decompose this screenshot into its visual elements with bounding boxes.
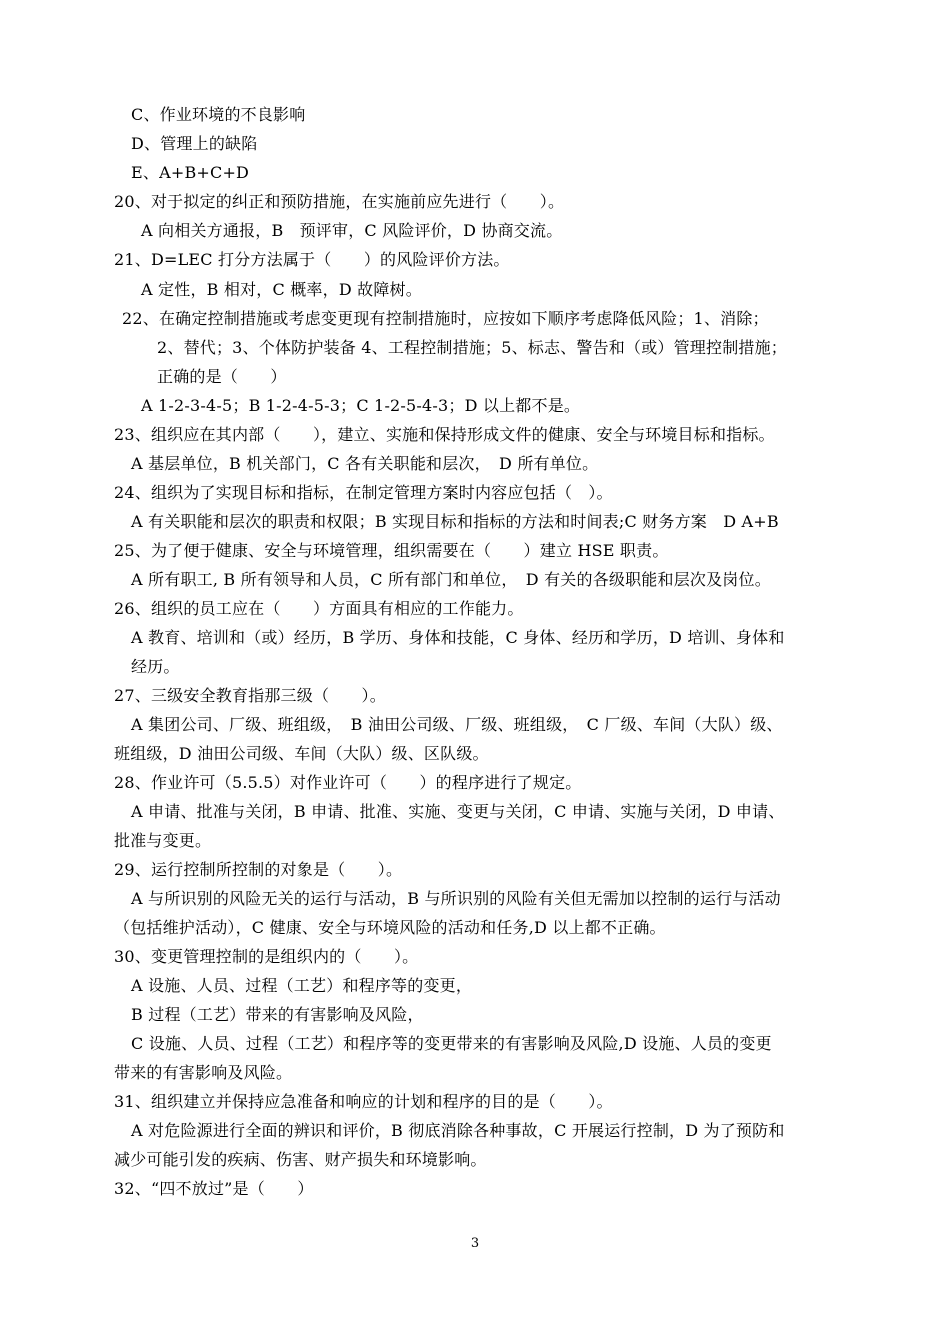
option-line: E、A+B+C+D	[131, 163, 250, 182]
question-25: 25、为了便于健康、安全与环境管理，组织需要在（ ）建立 HSE 职责。	[114, 541, 669, 560]
question-27: 27、三级安全教育指那三级（ ）。	[114, 686, 386, 705]
question-26: 26、组织的员工应在（ ）方面具有相应的工作能力。	[114, 599, 524, 618]
question-29-options: A 与所识别的风险无关的运行与活动，B 与所识别的风险有关但无需加以控制的运行与活动	[131, 889, 781, 908]
question-23: 23、组织应在其内部（ ），建立、实施和保持形成文件的健康、安全与环境目标和指标。	[114, 425, 775, 444]
question-30: 30、变更管理控制的是组织内的（ ）。	[114, 947, 419, 966]
question-29: 29、运行控制所控制的对象是（ ）。	[114, 860, 403, 879]
question-28-options-cont: 批准与变更。	[114, 831, 212, 850]
question-25-options: A 所有职工, B 所有领导和人员，C 所有部门和单位， D 有关的各级职能和层次及岗位。	[131, 570, 771, 589]
option-line: C、作业环境的不良影响	[131, 105, 306, 124]
question-31-options-cont: 减少可能引发的疾病、伤害、财产损失和环境影响。	[114, 1150, 487, 1169]
question-29-options-cont: （包括维护活动），C 健康、安全与环境风险的活动和任务,D 以上都不正确。	[114, 918, 666, 937]
question-22-cont: 正确的是（ ）	[157, 367, 287, 386]
question-30-option-a: A 设施、人员、过程（工艺）和程序等的变更，	[131, 976, 473, 995]
question-26-options-cont: 经历。	[131, 657, 180, 676]
question-31: 31、组织建立并保持应急准备和响应的计划和程序的目的是（ ）。	[114, 1092, 613, 1111]
question-22-cont: 2、替代；3、个体防护装备 4、工程控制措施；5、标志、警告和（或）管理控制措施；	[157, 338, 788, 357]
question-28: 28、作业许可（5.5.5）对作业许可（ ）的程序进行了规定。	[114, 773, 582, 792]
page-number: 3	[470, 1236, 480, 1251]
option-line: D、管理上的缺陷	[131, 134, 258, 153]
question-24-options: A 有关职能和层次的职责和权限；B 实现目标和指标的方法和时间表;C 财务方案 D A+B	[131, 512, 779, 531]
question-31-options: A 对危险源进行全面的辨识和评价，B 彻底消除各种事故，C 开展运行控制，D 为了预防和	[131, 1121, 785, 1140]
question-20: 20、对于拟定的纠正和预防措施，在实施前应先进行（ ）。	[114, 192, 565, 211]
question-27-options: A 集团公司、厂级、班组级， B 油田公司级、厂级、班组级， C 厂级、车间（大队）级、	[131, 715, 783, 734]
question-30-option-cd: C 设施、人员、过程（工艺）和程序等的变更带来的有害影响及风险,D 设施、人员的变更	[131, 1034, 772, 1053]
question-20-options: A 向相关方通报，B 预评审，C 风险评价，D 协商交流。	[141, 221, 563, 240]
question-23-options: A 基层单位，B 机关部门，C 各有关职能和层次， D 所有单位。	[131, 454, 599, 473]
question-27-options-cont: 班组级，D 油田公司级、车间（大队）级、区队级。	[114, 744, 489, 763]
question-22-options: A 1-2-3-4-5；B 1-2-4-5-3；C 1-2-5-4-3；D 以上都不是。	[141, 396, 581, 415]
question-21: 21、D=LEC 打分方法属于（ ）的风险评价方法。	[114, 250, 510, 269]
question-30-option-cd-cont: 带来的有害影响及风险。	[114, 1063, 293, 1082]
question-30-option-b: B 过程（工艺）带来的有害影响及风险，	[131, 1005, 424, 1024]
question-21-options: A 定性，B 相对，C 概率，D 故障树。	[141, 280, 422, 299]
question-32: 32、“四不放过”是（ ）	[114, 1179, 314, 1198]
question-26-options: A 教育、培训和（或）经历，B 学历、身体和技能，C 身体、经历和学历，D 培训、身体和	[131, 628, 785, 647]
question-24: 24、组织为了实现目标和指标，在制定管理方案时内容应包括（ ）。	[114, 483, 613, 502]
question-22: 22、在确定控制措施或考虑变更现有控制措施时，应按如下顺序考虑降低风险；1、消除；	[122, 309, 769, 328]
question-28-options: A 申请、批准与关闭，B 申请、批准、实施、变更与关闭，C 申请、实施与关闭，D 申请、	[131, 802, 785, 821]
